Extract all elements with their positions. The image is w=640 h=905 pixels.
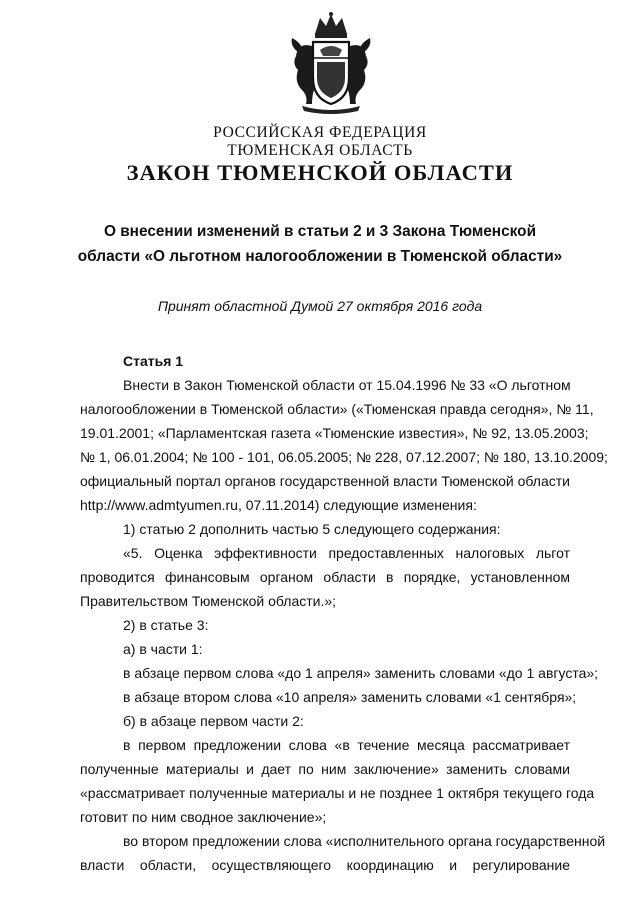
text-line: «рассматривает полученные материалы и не позднее 1 октября текущего года [80,785,595,801]
law-header: ЗАКОН ТЮМЕНСКОЙ ОБЛАСТИ [126,160,514,185]
text-line: № 1, 06.01.2004; № 100 - 101, 06.05.2005; № 228, 07.12.2007; № 180, 13.10.2009; [80,449,608,465]
text-line: готовит по ним сводное заключение»; [80,809,327,825]
text-line: б) в абзаце первом части 2: [123,713,304,729]
text-line: 2) в статье 3: [123,617,209,633]
text-line: «5. Оценка эффективности предоставленных налоговых льгот [123,545,570,561]
text-line: а) в части 1: [123,641,203,657]
text-line: проводится финансовым органом области в порядке, установленном [80,569,570,585]
text-line: полученные материалы и дает по ним заключение» заменить словами [80,761,570,777]
text-line: в абзаце первом слова «до 1 апреля» заменить словами «до 1 августа»; [123,665,599,681]
text-line: в абзаце втором слова «10 апреля» заменить словами «1 сентября»; [123,689,577,705]
text-line: официальный портал органов государственной власти Тюменской области [80,473,570,489]
text-line: 1) статью 2 дополнить частью 5 следующего содержания: [123,521,501,537]
text-line: Правительством Тюменской области.»; [80,593,337,609]
adoption-note: Принят областной Думой 27 октября 2016 года [157,298,483,314]
text-line: налогообложении в Тюменской области» («Тюменская правда сегодня», № 11, [80,401,594,417]
document-title-line-2: области «О льготном налогообложении в Тюменской области» [77,248,563,265]
region-header: ТЮМЕНСКАЯ ОБЛАСТЬ [227,142,413,159]
text-line: http://www.admtyumen.ru, 07.11.2014) следующие изменения: [80,497,477,513]
country-header: РОССИЙСКАЯ ФЕДЕРАЦИЯ [213,124,427,141]
text-line: власти области, осуществляющего координацию и регулирование [80,857,570,873]
document-title-line-1: О внесении изменений в статьи 2 и 3 Закона Тюменской [103,223,537,240]
text-line: 19.01.2001; «Парламентская газета «Тюменские известия», № 92, 13.05.2003; [80,425,589,441]
text-line: Внести в Закон Тюменской области от 15.04.1996 № 33 «О льготном [123,377,571,393]
tyumen-coat-of-arms-emblem [282,12,380,114]
article-heading: Статья 1 [123,353,184,369]
text-line: в первом предложении слова «в течение месяца рассматривает [123,737,570,753]
text-line: во втором предложении слова «исполнительного органа государственной [123,833,606,849]
